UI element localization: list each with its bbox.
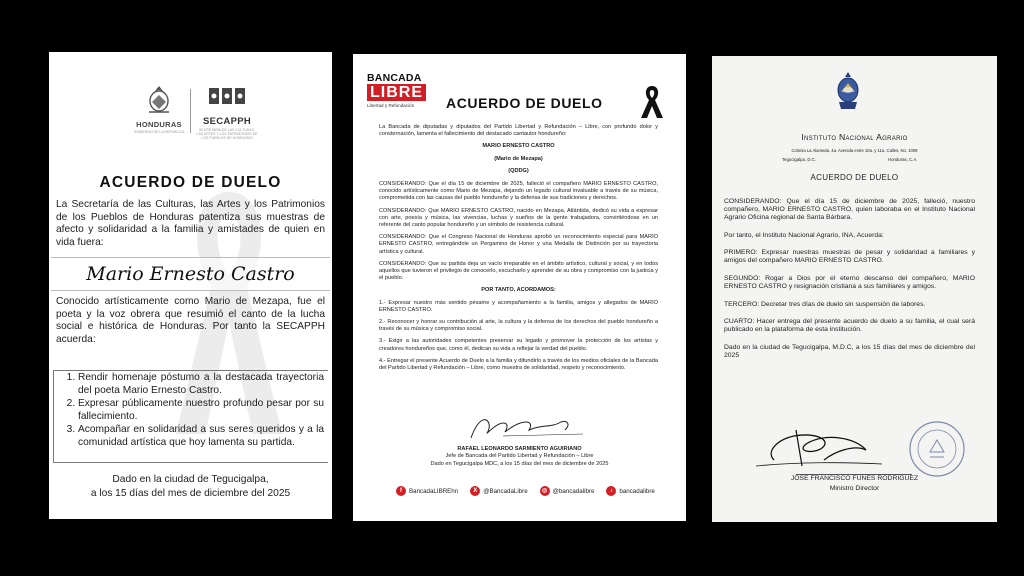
agreement-item: CUARTO: Hacer entrega del presente acuerdo de duelo a su familia, el cual será publicado en la plataforma de esta institución. [724,318,975,334]
x-icon: X [470,486,480,496]
bancada-libre-logo [367,73,429,108]
deceased-name: MARIO ERNESTO CASTRO [482,143,555,150]
intro-paragraph: La Secretaría de las Culturas, las Artes y los Patrimonios de los Pueblos de Honduras patentiza sus muestras de afecto y solidaridad a la familia y amistades de quien en vida fuera: [56,199,325,248]
signer-role: Ministro Director [829,485,880,492]
handle-text: BancadaLIBREhn [409,487,459,495]
agreement-item: 4.- Entregar el presente Acuerdo de Duelo a la familia y difundirlo a través de los medios oficiales de la Bancada del Partido Libertad y Refundación – Libre, como muestra de solidaridad, respeto y reconocimiento. [379,357,658,372]
honduras-coat-of-arms-icon [835,71,861,113]
social-handle-x [470,486,527,496]
agreement-item: 3.- Exigir a las autoridades competentes preservar su legado y promover la protección de los artistas y creadores hondureños que, como él, dedican su vida a reflejar la verdad del pueblo. [379,338,658,352]
por-tanto-heading: POR TANTO, ACORDAMOS: [481,287,556,294]
agreement-item: 1.- Expresar nuestro más sentido pésame y acompañamiento a la familia, amigos y allegados de MARIO ERNESTO CASTRO. [379,299,658,313]
honduras-crest-icon [146,85,172,115]
logo-line: LIBRE [367,84,426,101]
institution-address: Colonia La Alameda, 4a. Avenida entre 10a. y 11a. Calles, No. 1009 [791,148,918,153]
logo-label: SECAPPH [202,116,252,127]
agreement-item: 2.- Reconocer y honrar su contribución al arte, la cultura y la defensa de los derechos del pueblo hondureño a través de su música y compromiso social. [379,319,658,333]
document-body [379,124,658,377]
handle-text: @bancadalibre [552,487,595,495]
logo-tagline: Libertad y Refundación [367,103,415,108]
institution-city: Tegucigalpa, D.C. [782,157,816,162]
ina-condolence-document [712,56,997,522]
handwritten-signature [736,422,886,474]
secapph-condolence-document [49,52,332,519]
social-media-footer [396,484,666,498]
considerando-paragraph: CONSIDERANDO: Que el día 15 de diciembre de 2025, falleció, nuestro compañero, MARIO ERNESTO CASTRO, quien laboraba en el Instituto Nacional Agrario Oficina regional de Santa Bárbara. [724,198,975,222]
institution-name: Instituto Nacional Agrario [801,132,908,142]
signer-name: JOSE FRANCISCO FUNES RODRIGUEZ [790,475,919,482]
logo-label: HONDURAS [136,120,182,129]
agreement-item: PRIMERO: Expresar nuestras muestras de pesar y solidaridad a familiares y amigos del compañero MARIO ERNESTO CASTRO. [724,249,975,265]
social-handle-tiktok [606,486,654,496]
deceased-alias: (Mario de Mezapa) [494,155,543,162]
document-title: ACUERDO DE DUELO [99,174,282,191]
secapph-logo [196,85,258,140]
agreement-item: TERCERO: Decretar tres días de duelo sin suspensión de labores. [724,300,926,308]
signer-block [712,474,997,494]
logo-sublabel: SECRETARÍA DE LAS CULTURAS, LAS ARTES Y LOS PATRIMONIOS DE LOS PUEBLOS DE HONDURAS [196,128,258,140]
logo-line: BANCADA [367,72,422,84]
resolutions-list [54,372,328,450]
qddg-label: (QDDG) [508,167,529,174]
list-item: 2. Expresar públicamente nuestro profundo pesar por su fallecimiento. [78,398,324,423]
signer-place: Dado en Tegucigalpa MDC, a los 15 días del mes de diciembre de 2025 [430,460,609,467]
facebook-icon: f [396,486,406,496]
document-title: ACUERDO DE DUELO [810,173,899,182]
official-seal-icon [908,420,966,478]
institution-country: Honduras, C.A. [888,157,918,162]
signer-block [353,446,686,468]
place-and-date: Dado en la ciudad de Tegucigalpa, M.D.C, a los 15 días del mes de diciembre del 2025 [724,344,975,360]
agreement-item: SEGUNDO: Rogar a Dios por el eterno descanso del compañero, MARIO ERNESTO CASTRO y resignación cristiana a sus familiares y amigos. [724,275,975,291]
bancada-libre-condolence-document [353,54,686,521]
por-tanto-paragraph: Por tanto, el Instituto Nacional Agrario, INA, Acuerda: [724,231,884,239]
tiktok-icon: ♪ [606,486,616,496]
secapph-emblem-icon [207,85,247,111]
signer-name: RAFAEL LEONARDO SARMIENTO AGUIRIANO [457,446,582,452]
social-handle-instagram [540,486,595,496]
honduras-government-logo [133,85,185,134]
signer-role: Jefe de Bancada del Partido Libertad y Refundación – Libre [445,453,594,460]
list-item: 1. Rendir homenaje póstumo a la destacada trayectoria del poeta Mario Ernesto Castro. [78,372,324,397]
logo-divider [190,89,191,133]
handwritten-signature [353,414,686,442]
document-title: ACUERDO DE DUELO [446,95,603,111]
logo-sublabel: GOBIERNO DE LA REPÚBLICA [133,130,185,134]
intro-paragraph: La Bancada de diputadas y diputados del Partido Libertad y Refundación – Libre, con profundo dolor y consternación, lamenta el fallecimiento del destacado cantautor hondureño: [379,124,658,138]
instagram-icon: ◎ [540,486,550,496]
body-paragraph: Conocido artísticamente como Mario de Mezapa, fue el poeta y la voz obrera que resumió el canto de la lucha social e histórica de Honduras. Por tanto la SECAPPH acuerda: [56,296,325,345]
social-handle-facebook [396,486,458,496]
considerando-paragraph: CONSIDERANDO: Que su partida deja un vacío irreparable en el ámbito artístico, cultural y social, y en todos aquellos que tuvieron el privilegio de conocerlo, escucharlo y aprender de su obra y compromiso con la justicia y el pueblo. [379,260,658,282]
handle-text: bancadalibre [619,487,655,495]
place-and-date [49,473,332,501]
resolutions-box [53,370,328,463]
considerando-paragraph: CONSIDERANDO: Que MARIO ERNESTO CASTRO, nacido en Mezapa, Atlántida, dedicó su vida a expresar con arte, poesía y música, las vivencias, luchas y sueños de la gente trabajadora, convirtiéndose en un referente del canto popular hondureño y un símbolo de resistencia cultural. [379,207,658,229]
handle-text: @BancadaLibre [483,487,528,495]
list-item: 3. Acompañar en solidaridad a sus seres queridos y a la comunidad artística que hoy lamenta su partida. [78,424,324,449]
place-line: Dado en la ciudad de Tegucigalpa, [112,474,269,485]
document-header [49,85,332,145]
mourning-ribbon-icon [639,84,665,120]
document-body [724,198,975,370]
date-line: a los 15 días del mes de diciembre del 2025 [90,488,291,499]
considerando-paragraph: CONSIDERANDO: Que el día 15 de diciembre de 2025, falleció el compañero MARIO ERNESTO CASTRO, conocido artísticamente como Mario de Mezapa, dejando un legado cultural invaluable a través de su música, comprometida con las causas del pueblo hondureño y la defensa de sus tradiciones y derechos. [379,181,658,202]
considerando-paragraph: CONSIDERANDO: Que el Congreso Nacional de Honduras aprobó un reconocimiento especial para MARIO ERNESTO CASTRO, entregándole un Pergamino de Honor y una Medalla de Distinción por su trayectoria artística y cultural. [379,234,658,255]
deceased-name: Mario Ernesto Castro [51,257,330,291]
